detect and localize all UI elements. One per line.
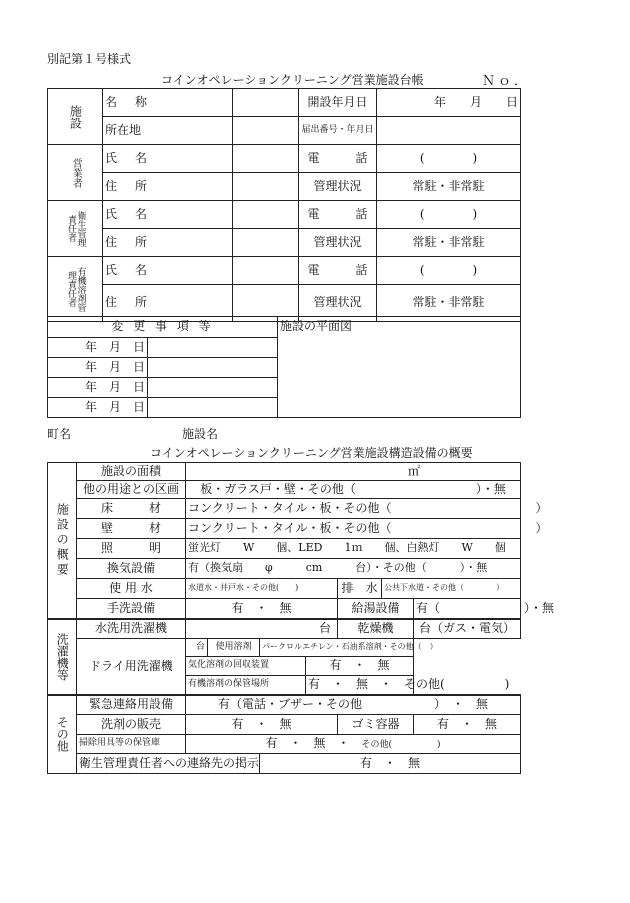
hotwater-value: 有（ ）・無	[414, 599, 521, 619]
change-date: 年 月 日	[48, 378, 148, 398]
floor-material-label: 床 材	[77, 499, 186, 519]
number-label: Ｎｏ．	[482, 74, 531, 89]
drain-label: 排 水	[338, 579, 382, 599]
opening-date-label: 開設年月日	[299, 89, 377, 117]
operator-name-label: 氏 名	[103, 145, 233, 173]
contact-posting-value: 有 ・ 無	[260, 754, 521, 774]
contact-posting-label: 衛生管理責任者への連絡先の掲示	[77, 754, 260, 774]
hotwater-label: 給湯設備	[338, 599, 414, 619]
area-value: ㎡	[186, 463, 521, 481]
changes-header: 変 更 事 項 等	[48, 317, 278, 338]
operator-management-label: 管理状況	[299, 173, 377, 201]
cleaning-storage-other: その他( )	[361, 740, 441, 751]
solvent-address-label: 住 所	[103, 285, 233, 322]
solvent-manager-group-label: 理責任者有機溶剤管	[48, 257, 103, 322]
handwash-value: 有 ・ 無	[186, 599, 338, 619]
change-entry	[148, 398, 278, 418]
other-group-label: その他	[48, 695, 77, 774]
facility-name-label: 施設名	[182, 427, 219, 441]
hygiene-phone-label: 電 話	[299, 201, 377, 229]
division-label: 他の用途との区画	[77, 481, 186, 499]
town-label: 町名	[47, 427, 72, 441]
address-label: 所在地	[103, 117, 233, 145]
change-entry	[148, 338, 278, 358]
emergency-value: 有（電話・ブザー・その他 ） ・ 無	[186, 695, 521, 715]
operator-address-label: 住 所	[103, 173, 233, 201]
wall-material-label: 壁 材	[77, 519, 186, 539]
dry-washer-label: ドライ用洗濯機	[77, 639, 186, 695]
operator-address-value	[233, 173, 299, 201]
dryer-value: 台（ガス・電気）	[414, 619, 521, 639]
overview-table	[47, 462, 555, 774]
change-date: 年 月 日	[48, 338, 148, 358]
hygiene-management-value: 常駐・非常駐	[377, 229, 521, 257]
ledger-title: コインオペレーションクリーニング営業施設台帳	[161, 73, 424, 87]
solvent-name-value	[233, 257, 299, 285]
trash-bin-label: ゴミ容器	[338, 715, 414, 735]
solvent-management-value: 常駐・非常駐	[377, 285, 521, 322]
facility-group-label: 施設	[48, 89, 103, 145]
operator-phone-label: 電 話	[299, 145, 377, 173]
changes-table	[47, 316, 521, 418]
water-washer-units: 台	[186, 619, 338, 639]
solvent-recovery-label: 気化溶剤の回収装置	[186, 657, 306, 676]
name-value	[233, 89, 299, 117]
solvent-phone-value: ( )	[377, 257, 521, 285]
division-value: 板・ガラス戸・壁・その他（ ）・無	[186, 481, 521, 499]
water-source-value: 水道水・井戸水・その他( )	[186, 579, 338, 599]
form-label: 別記第１号様式	[47, 52, 132, 66]
trash-bin-value: 有 ・ 無	[414, 715, 521, 735]
notification-label: 届出番号・年月日	[299, 117, 377, 145]
solvent-recovery-value: 有 ・ 無	[306, 657, 414, 676]
cleaning-storage-label: 掃除用具等の保管庫	[77, 735, 186, 754]
solvent-type-label: 使用溶剤	[208, 639, 260, 657]
floor-plan-label: 施設の平面図	[280, 319, 353, 333]
dry-washer-units: 台	[186, 639, 208, 657]
solvent-storage-value: 有 ・ 無 ・ その他( )	[306, 676, 414, 695]
solvent-storage-label: 有機溶剤の保管場所	[186, 676, 306, 695]
wall-material-value: コンクリート・タイル・板・その他（ ）	[186, 519, 521, 539]
hygiene-manager-group-label: 責任者衛生管理	[48, 201, 103, 257]
change-entry	[148, 358, 278, 378]
ledger-table	[47, 88, 521, 322]
detergent-sale-value: 有 ・ 無	[186, 715, 338, 735]
name-label: 名 称	[103, 89, 233, 117]
overview-title: コインオペレーションクリーニング営業施設構造設備の概要	[150, 446, 473, 460]
solvent-name-label: 氏 名	[103, 257, 233, 285]
lighting-label: 照 明	[77, 539, 186, 559]
solvent-type-value: パークロルエチレン・石油系溶剤・その他（ ）	[260, 639, 414, 657]
operator-name-value	[233, 145, 299, 173]
cleaning-storage-value	[186, 735, 521, 754]
detergent-sale-label: 洗剤の販売	[77, 715, 186, 735]
operator-group-label: 営業者	[48, 145, 103, 201]
address-value	[233, 117, 299, 145]
ventilation-value: 有（換気扇 φ cm 台）・その他（ ）・無	[186, 559, 521, 579]
overview-group-label: 施設の概要	[48, 463, 77, 619]
laundry-group-label: 洗濯機等	[48, 619, 77, 695]
opening-date-value: 年 月 日	[377, 89, 521, 117]
floor-plan-area	[278, 317, 521, 418]
hygiene-address-label: 住 所	[103, 229, 233, 257]
dryer-label: 乾燥機	[338, 619, 414, 639]
hygiene-name-value	[233, 201, 299, 229]
operator-management-value: 常駐・非常駐	[377, 173, 521, 201]
solvent-management-label: 管理状況	[299, 285, 377, 322]
hygiene-name-label: 氏 名	[103, 201, 233, 229]
hygiene-management-label: 管理状況	[299, 229, 377, 257]
drain-value: 公共下水道・その他（ ）	[382, 579, 521, 599]
hygiene-address-value	[233, 229, 299, 257]
change-entry	[148, 378, 278, 398]
water-washer-label: 水洗用洗濯機	[77, 619, 186, 639]
floor-material-value: コンクリート・タイル・板・その他（ ）	[186, 499, 521, 519]
operator-phone-value: ( )	[377, 145, 521, 173]
notification-value	[377, 117, 521, 145]
change-date: 年 月 日	[48, 398, 148, 418]
handwash-label: 手洗設備	[77, 599, 186, 619]
lighting-value: 蛍光灯 W 個、LED 1ｍ 個、白熱灯 W 個	[186, 539, 521, 559]
water-source-label: 使 用 水	[77, 579, 186, 599]
emergency-label: 緊急連絡用設備	[77, 695, 186, 715]
change-date: 年 月 日	[48, 358, 148, 378]
area-label: 施設の面積	[77, 463, 186, 481]
solvent-phone-label: 電 話	[299, 257, 377, 285]
cleaning-storage-choice: 有 ・ 無 ・	[265, 736, 350, 751]
hygiene-phone-value: ( )	[377, 201, 521, 229]
ventilation-label: 換気設備	[77, 559, 186, 579]
